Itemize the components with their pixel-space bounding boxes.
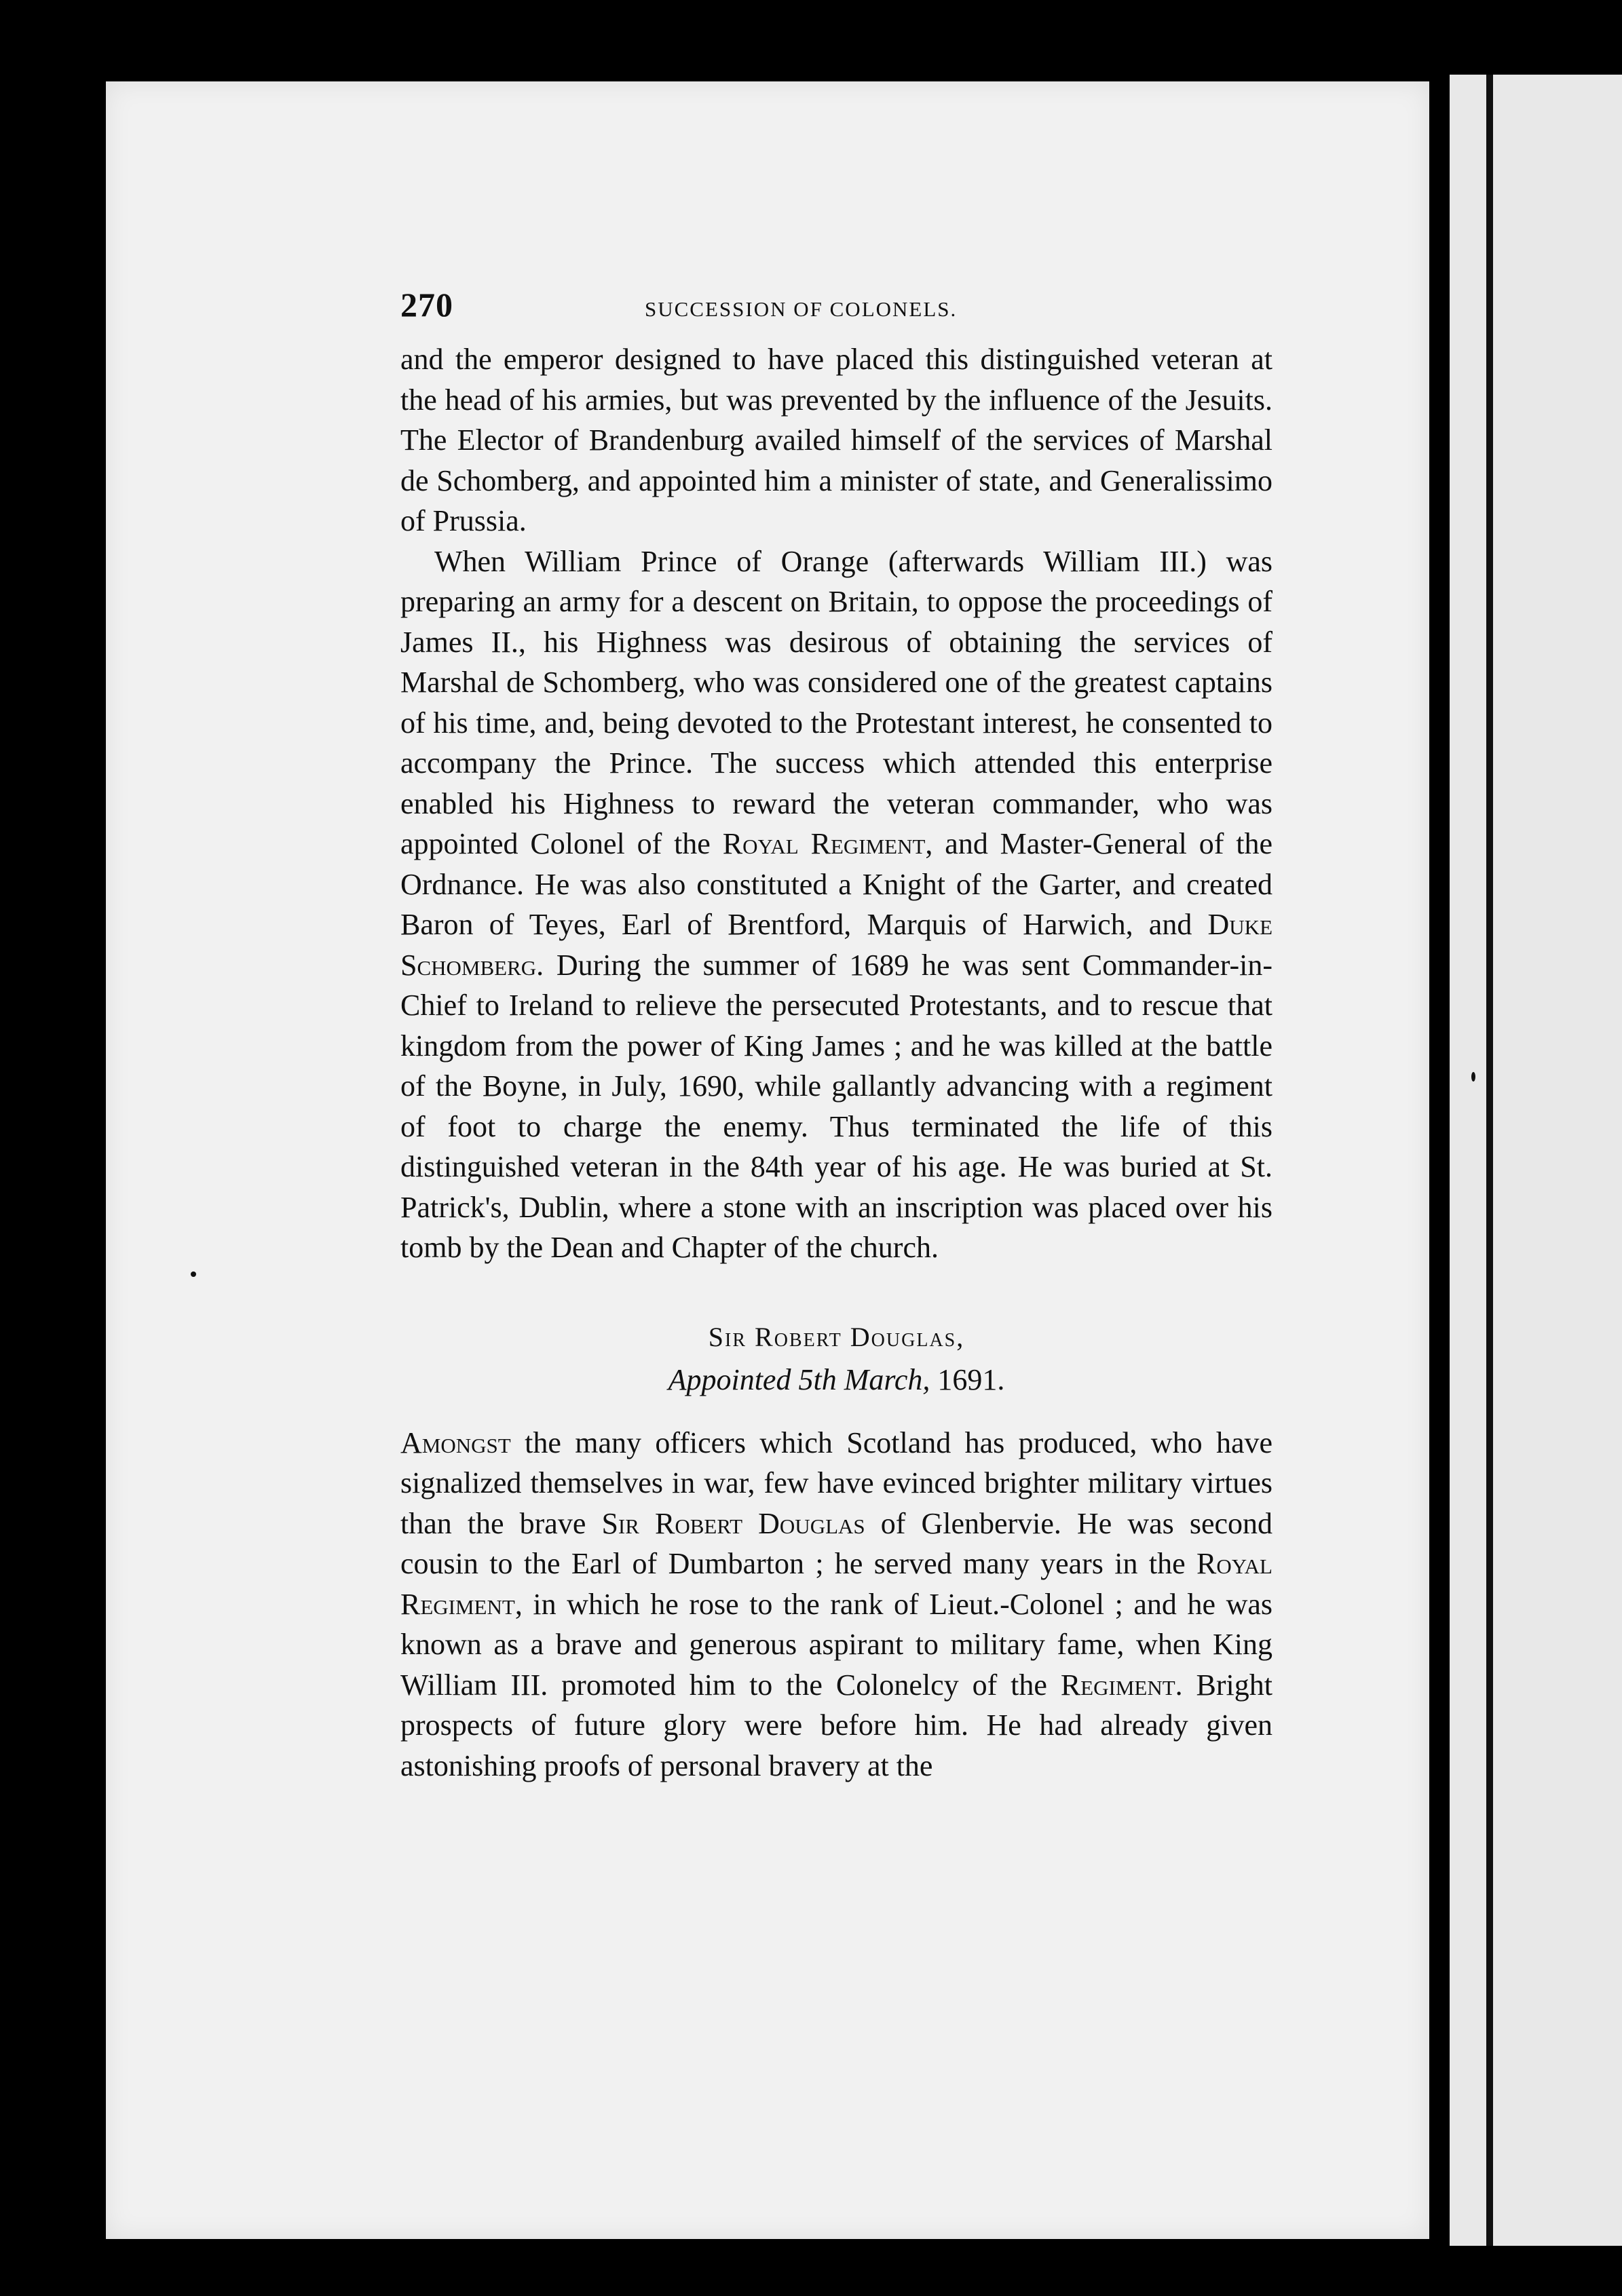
paragraph-2 (400, 541, 1272, 1268)
paragraph-1: and the emperor designed to have placed this distinguished veteran at the head of his armies, but was prevented by the influence of the Jesuits. The Elector of Brandenburg availed himself of the services of Marshal de Schomberg, and appointed him a minister of state, and Generalissimo of Prussia. (400, 343, 1272, 537)
paragraph-3-text-a: the many officers which Scotland has produced, who have signalized themselves in war, few have evinced brighter military virtues than the brave (400, 1426, 1273, 1540)
paragraph-2-text-c: . During the summer of 1689 he was sent Commander-in-Chief to Ireland to relieve the persecuted Protestants, and to rescue that kingdom from the power of King James ; and he was killed at the battle of the Boyne, in July, 1690, while gallantly advancing with a regiment of foot to charge the enemy. Thus terminated the life of this distinguished veteran in the 84th year of his age. He was buried at St. Patrick's, Dublin, where a stone with an inscription was placed over his tomb by the Dean and Chapter of the church. (400, 948, 1272, 1264)
appointment-line (400, 1362, 1272, 1397)
regiment-smallcaps: Regiment (1060, 1668, 1175, 1702)
paragraph-3-text-c: , in which he rose to the rank of Lieut.-Colonel ; and he was known as a brave and generous aspirant to military fame, when King William III. promoted him to the Colonelcy of the (400, 1587, 1272, 1702)
amongst-smallcaps: Amongst (400, 1426, 511, 1459)
sir-robert-douglas-smallcaps: Sir Robert Douglas (601, 1506, 865, 1540)
paragraph-3-text-b: of Glenbervie. He was second cousin to the Earl of Dumbarton ; he served many years in the (400, 1506, 1273, 1580)
appointment-year: 1691. (937, 1362, 1005, 1396)
paragraph-2-text-a: When William Prince of Orange (afterwards William III.) was preparing an army for a descent on Britain, to oppose the proceedings of James II., his Highness was desirous of obtaining the services of Marshal de Schomberg, who was considered one of the greatest captains of his time, and, being devoted to the Protestant interest, he consented to accompany the Prince. The success which attended this enterprise enabled his Highness to reward the veteran commander, who was appointed Colonel of the (400, 544, 1272, 860)
royal-regiment-smallcaps: Royal Regiment (722, 827, 926, 860)
page-number: 270 (400, 286, 453, 324)
paragraph-3-text-d: . Bright prospects of future glory were before him. He had already given astonishing proofs of personal bravery at the (400, 1668, 1273, 1782)
page-header (400, 285, 1272, 339)
paragraph-2-text-b: , and Master-General of the Ordnance. He was also constituted a Knight of the Garter, and created Baron of Teyes, Earl of Brentford, Marquis of Harwich, and (400, 827, 1273, 941)
royal-regiment-smallcaps-2: Royal Regiment (400, 1547, 1272, 1621)
facing-page-edge (1450, 75, 1622, 2246)
paragraph-3 (400, 1423, 1272, 1786)
section-title: Sir Robert Douglas, (708, 1321, 965, 1352)
page-content (400, 285, 1272, 1786)
book-gutter (1429, 75, 1450, 2246)
facing-page-shadow (1486, 75, 1493, 2246)
scan-speck (191, 1271, 196, 1277)
duke-schomberg-smallcaps: Duke Schomberg (400, 908, 1273, 982)
scan-speck (1471, 1072, 1475, 1082)
running-head: SUCCESSION OF COLONELS. (645, 297, 958, 321)
appointment-date: Appointed 5th March, (668, 1362, 930, 1396)
